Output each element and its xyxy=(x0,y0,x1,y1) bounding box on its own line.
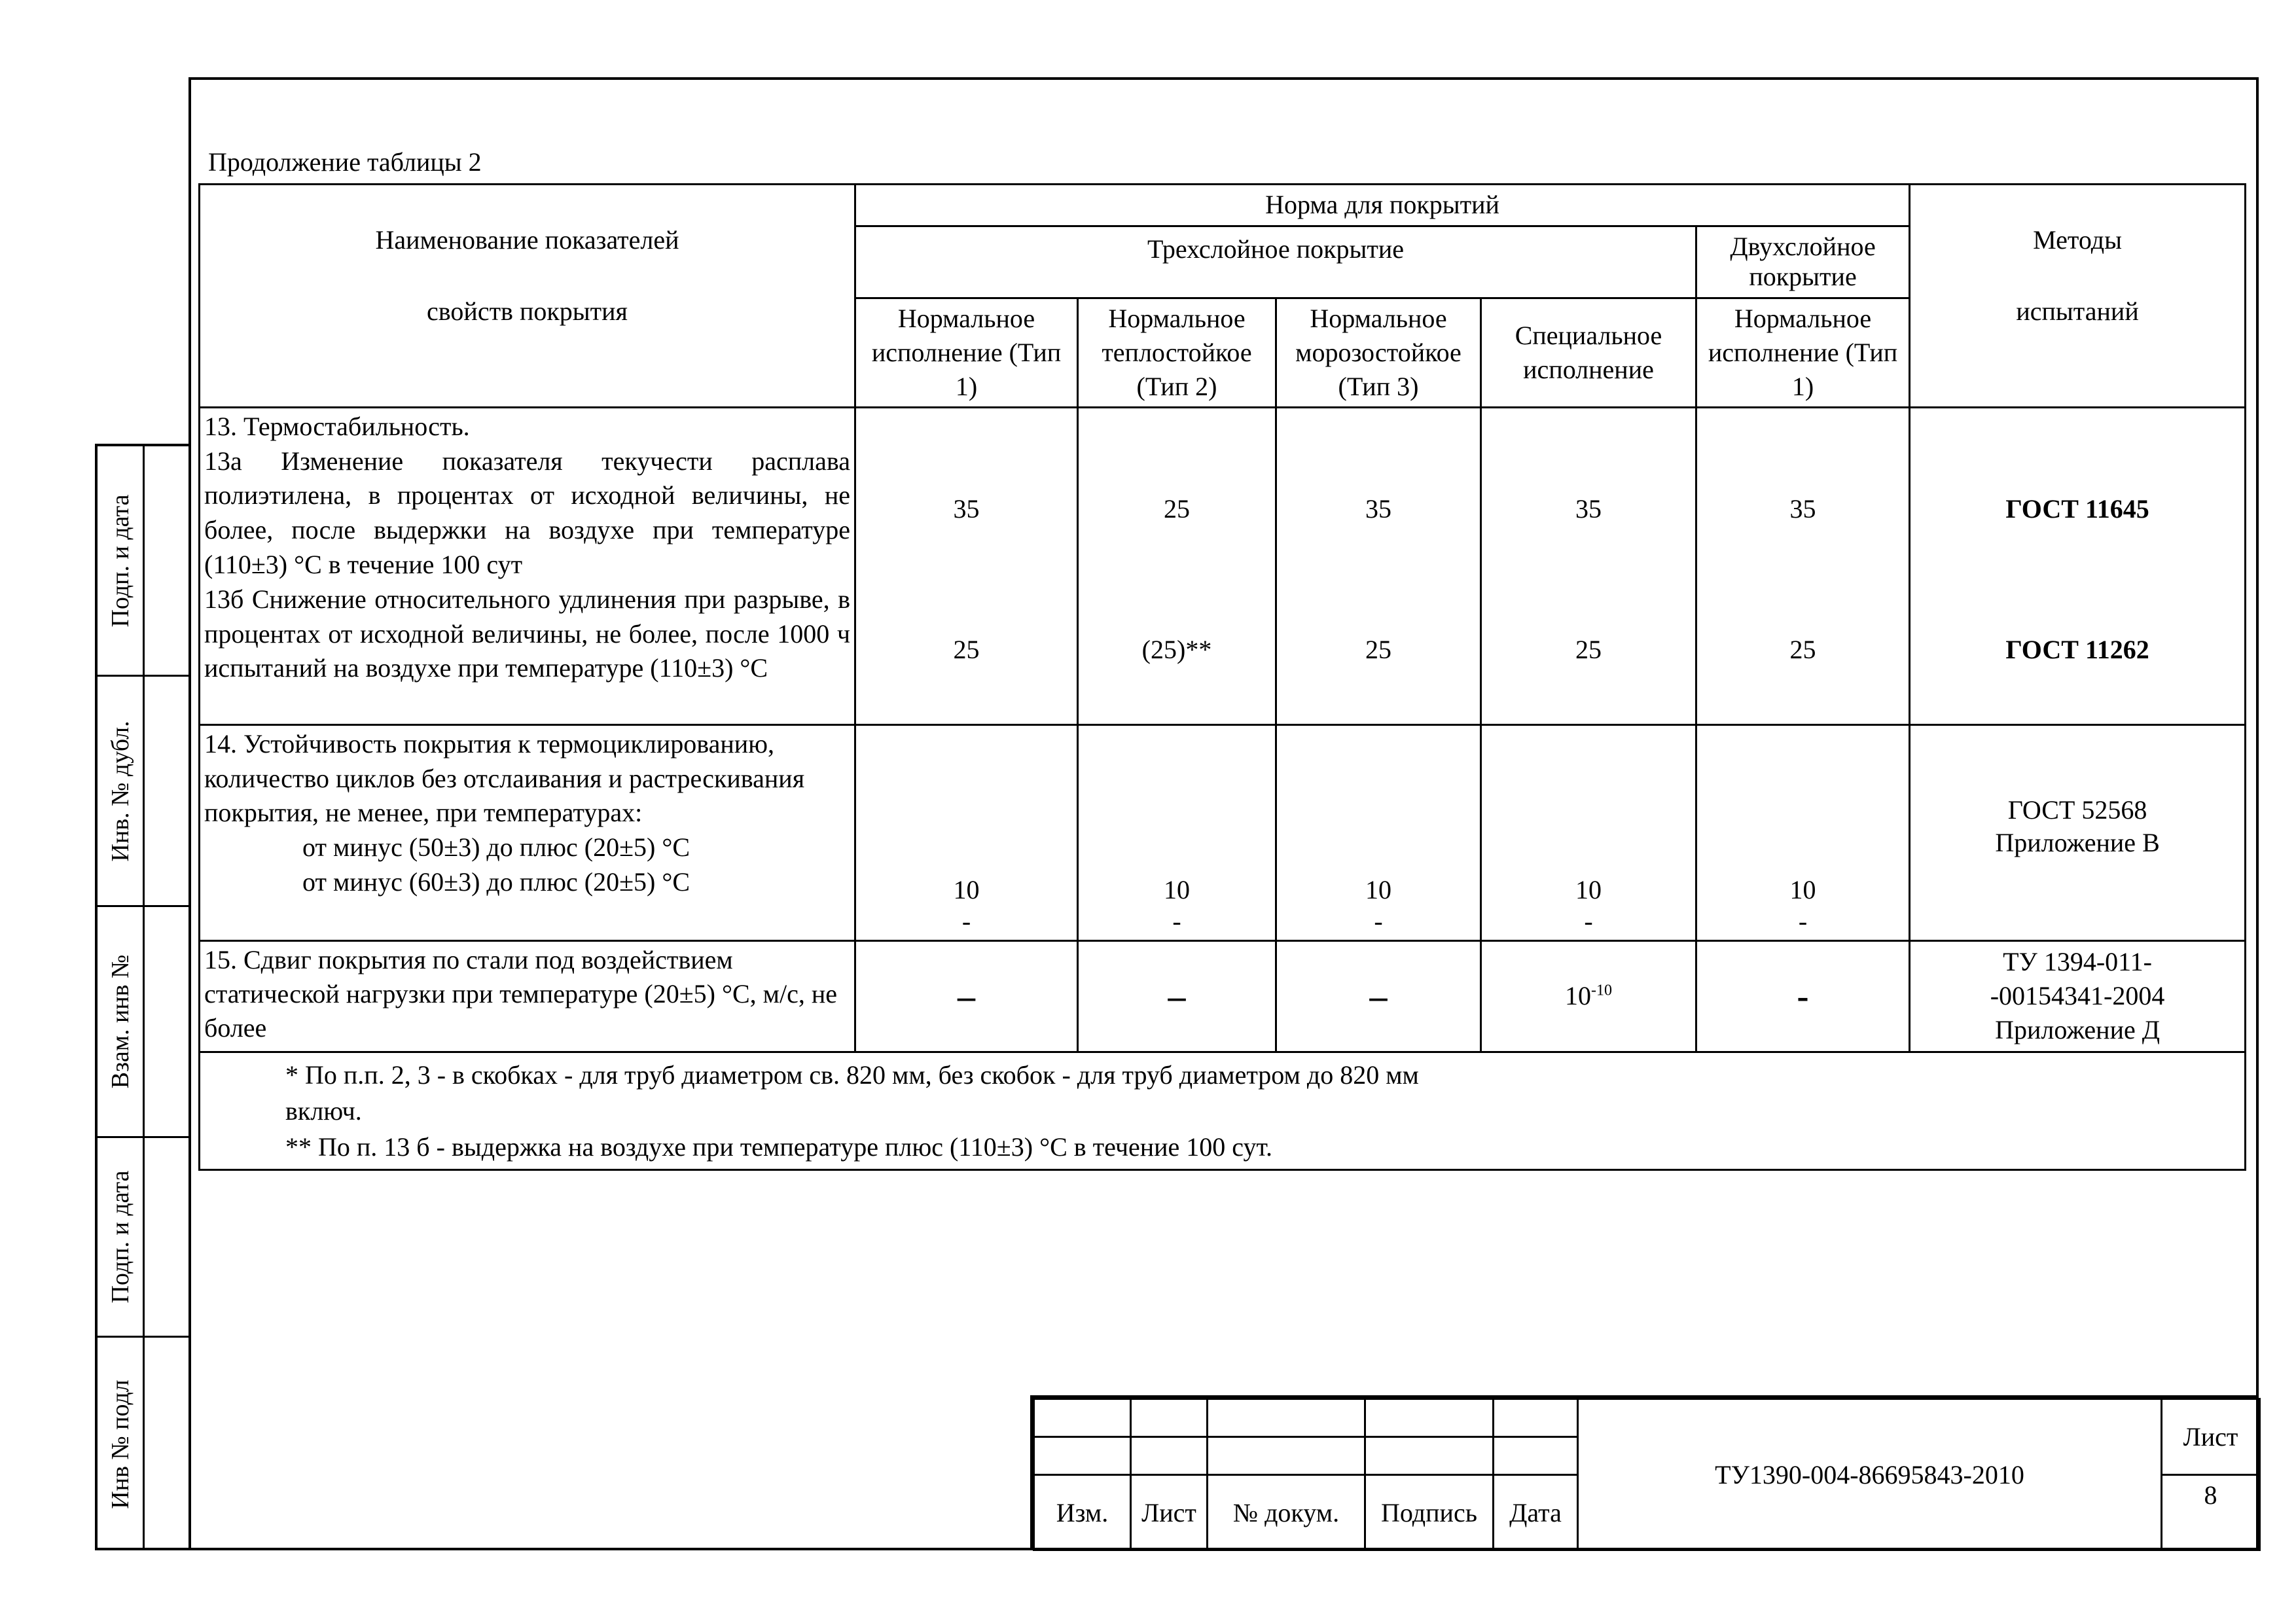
sidebar-cell-sign-date-2 xyxy=(98,1138,188,1338)
left-sidebar xyxy=(95,444,188,1550)
sidebar-label: Подп. и дата xyxy=(106,1170,134,1304)
sidebar-cell-inv-podl xyxy=(98,1338,188,1550)
header-sub-two-layer-type1: Нормальное исполнение (Тип 1) xyxy=(1696,298,1910,407)
row13-description: 13. Термостабильность. 13а Изменение показателя текучести расплава полиэтилена, в процентах от исходной величины, не более, после выдержки на воздухе при температуре (110±3) °С в течение 100 сут 13б Снижение относительного удлинения при разрыве, в процентах от исходной величины, не более, после 1000 ч испытаний на воздухе при температуре (110±3) °С xyxy=(200,407,855,724)
header-sub-special: Специальное исполнение xyxy=(1481,298,1696,407)
header-sub-type3: Нормальное морозостойкое (Тип 3) xyxy=(1276,298,1481,407)
row14-values-type1: 10 - xyxy=(855,724,1078,940)
row14-values-special: 10 - xyxy=(1481,724,1696,940)
stamp-col-signature: Подпись xyxy=(1365,1475,1494,1550)
sidebar-label: Инв. № дубл. xyxy=(106,720,134,862)
row13a-text: 13а Изменение показателя текучести расплава полиэтилена, в процентах от исходной величины, не более, после выдержки на воздухе при температуре (110±3) °С в течение 100 сут xyxy=(204,446,850,579)
row13b-text: 13б Снижение относительного удлинения при разрыве, в процентах от исходной величины, не более, после 1000 ч испытаний на воздухе при температуре (110±3) °С xyxy=(204,584,850,683)
header-sub-type2: Нормальное теплостойкое (Тип 2) xyxy=(1078,298,1276,407)
row13-values-special: 35 25 xyxy=(1481,407,1696,724)
sheet-label: Лист xyxy=(2162,1399,2260,1475)
row14-values-two-layer: 10 - xyxy=(1696,724,1910,940)
row13-values-type1: 35 25 xyxy=(855,407,1078,724)
document-code: ТУ1390-004-86695843-2010 xyxy=(1578,1399,2162,1550)
sidebar-label: Инв № подл xyxy=(106,1379,134,1509)
header-name-column: Наименование показателей свойств покрытия xyxy=(200,185,855,408)
sidebar-label: Подп. и дата xyxy=(106,493,134,628)
note-2: ** По п. 13 б - выдержка на воздухе при температуре плюс (110±3) °С в течение 100 сут. xyxy=(285,1132,1273,1162)
title-block xyxy=(1030,1395,2259,1550)
properties-table xyxy=(198,183,2246,1171)
stamp-col-list: Лист xyxy=(1131,1475,1208,1550)
row15-methods: ТУ 1394-011- -00154341-2004 Приложение Д xyxy=(1910,940,2246,1052)
note-1-continued: включ. xyxy=(285,1096,362,1126)
sidebar-cell-inv-dubl xyxy=(98,677,188,907)
table-notes xyxy=(200,1052,2246,1169)
sidebar-label: Взам. инв № xyxy=(106,954,134,1089)
row13-values-two-layer: 35 25 xyxy=(1696,407,1910,724)
header-norm: Норма для покрытий xyxy=(855,185,1910,226)
row14-methods: ГОСТ 52568 Приложение В xyxy=(1910,724,2246,940)
header-sub-type1: Нормальное исполнение (Тип 1) xyxy=(855,298,1078,407)
stamp-col-date: Дата xyxy=(1494,1475,1578,1550)
stamp-col-doc: № докум. xyxy=(1208,1475,1365,1550)
row13-values-type3: 35 25 xyxy=(1276,407,1481,724)
stamp-col-izm: Изм. xyxy=(1034,1475,1131,1550)
sidebar-cell-sign-date-1 xyxy=(98,446,188,677)
header-methods-column: Методы испытаний xyxy=(1910,185,2246,408)
row14-values-type3: 10 - xyxy=(1276,724,1481,940)
row15-description: 15. Сдвиг покрытия по стали под воздействием статической нагрузки при температуре (20±5) °С, м/с, не более xyxy=(200,940,855,1052)
row13-values-type2: 25 (25)** xyxy=(1078,407,1276,724)
header-three-layer: Трехслойное покрытие xyxy=(855,226,1696,298)
sidebar-cell-vzam-inv xyxy=(98,907,188,1138)
row14-values-type2: 10 - xyxy=(1078,724,1276,940)
row15-value-type2: – xyxy=(1078,940,1276,1052)
row13-methods: ГОСТ 11645 ГОСТ 11262 xyxy=(1910,407,2246,724)
row15-value-type3: – xyxy=(1276,940,1481,1052)
row15-value-type1: – xyxy=(855,940,1078,1052)
table-caption: Продолжение таблицы 2 xyxy=(208,147,482,177)
sheet-number: 8 xyxy=(2162,1475,2260,1550)
header-two-layer: Двухслойное покрытие xyxy=(1696,226,1910,298)
row14-description: 14. Устойчивость покрытия к термоциклированию, количество циклов без отслаивания и растрескивания покрытия, не менее, при температурах: от минус (50±3) до плюс (20±5) °С от минус (60±3) до плюс (20±5) °С xyxy=(200,724,855,940)
note-1: * По п.п. 2, 3 - в скобках - для труб диаметром св. 820 мм, без скобок - для труб диаметром до 820 мм xyxy=(285,1060,1419,1090)
row15-value-special: $10^{-10}$ xyxy=(1481,940,1696,1052)
row15-value-two-layer: - xyxy=(1696,940,1910,1052)
